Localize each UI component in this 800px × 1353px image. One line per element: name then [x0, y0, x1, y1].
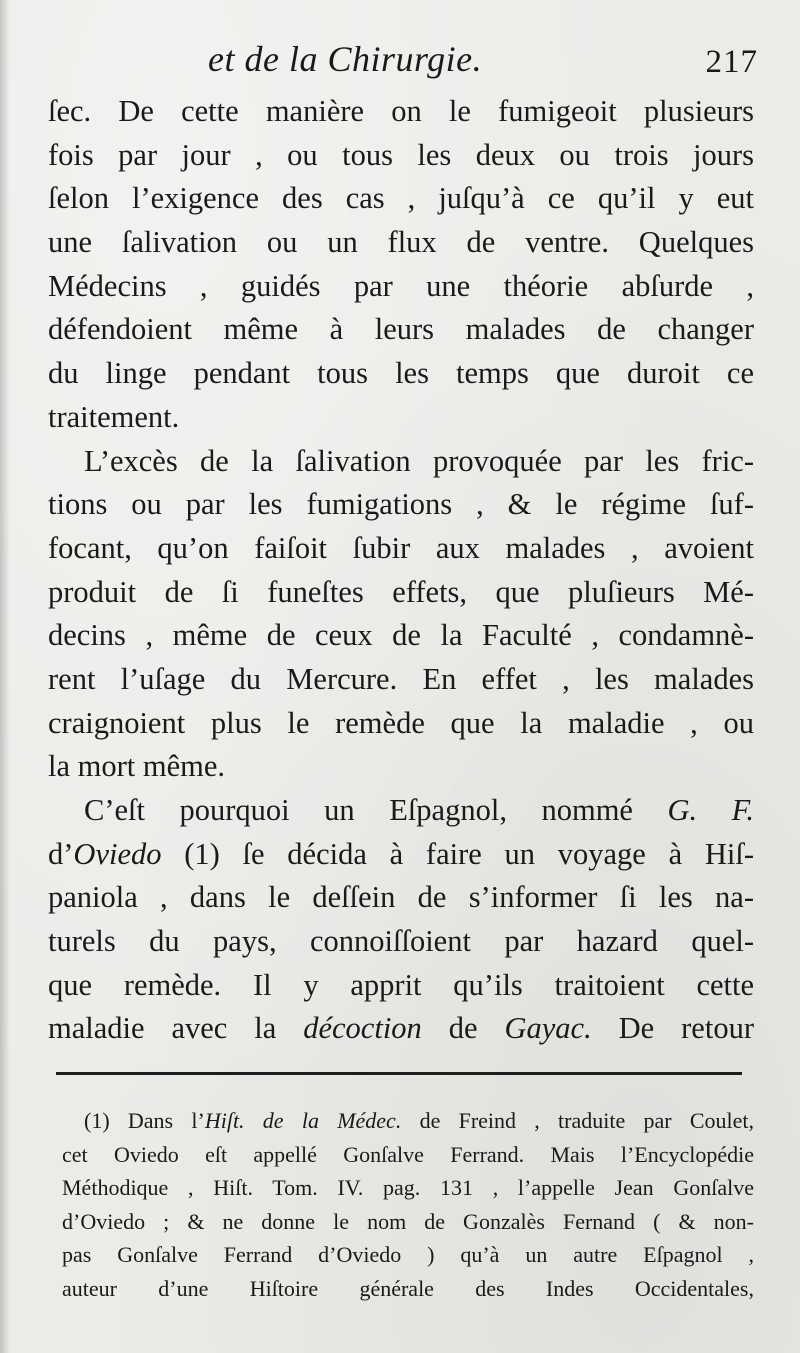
- page-number: 217: [705, 44, 758, 80]
- running-head: [48, 38, 758, 88]
- text-line: focant, qu’on faiſoit ſubir aux malades , avoient: [48, 530, 754, 565]
- page-shadow-edge: [0, 0, 10, 1353]
- text-segment: C’eſt pourquoi un Eſpagnol, nommé: [84, 793, 668, 827]
- text-segment: d’: [48, 836, 74, 871]
- paragraph-start-line: L’excès de la ſalivation provoquée par les fric-: [84, 443, 754, 478]
- text-line: fois par jour , ou tous les deux ou trois jours: [48, 137, 754, 172]
- text-line: craignoient plus le remède que la maladie , ou: [48, 705, 754, 740]
- italic-name: Oviedo: [73, 836, 162, 871]
- running-head-title: et de la Chirurgie.: [208, 39, 483, 79]
- italic-title: Hiſt. de la Médec.: [204, 1108, 402, 1133]
- footnote-line: [62, 1104, 754, 1138]
- paragraph-end-line: la mort même.: [48, 749, 226, 784]
- text-line: decins , même de ceux de la Faculté , condamnè-: [48, 618, 754, 653]
- text-segment: (1) ſe décida à faire un voyage à Hiſ-: [161, 836, 754, 871]
- italic-name: G. F.: [667, 793, 754, 827]
- text-line: [48, 1007, 754, 1051]
- text-line: ſec. De cette manière on le fumigeoit plusieurs: [48, 94, 754, 128]
- text-segment: de: [421, 1011, 505, 1046]
- text-line: paniola , dans le deſſein de s’informer ſi les na-: [48, 880, 754, 915]
- text-line: tions ou par les fumigations , & le régime ſuf-: [48, 487, 754, 522]
- footnote-line: Méthodique , Hiſt. Tom. IV. pag. 131 , l’appelle Jean Gonſalve: [62, 1175, 754, 1201]
- text-line: ſelon l’exigence des cas , juſqu’à ce qu’il y eut: [48, 181, 754, 216]
- footnotes: [62, 1104, 754, 1306]
- footnote-line: auteur d’une Hiſtoire générale des Indes Occidentales,: [62, 1275, 754, 1301]
- italic-term: Gayac.: [504, 1011, 592, 1046]
- footnote-line: cet Oviedo eſt appellé Gonſalve Ferrand. Mais l’Encyclopédie: [62, 1141, 754, 1167]
- text-line: que remède. Il y apprit qu’ils traitoient cette: [48, 967, 754, 1002]
- text-line: [48, 833, 754, 877]
- text-line: produit de ſi funeſtes effets, que pluſieurs Mé-: [48, 574, 754, 609]
- text-line: du linge pendant tous les temps que duroit ce: [48, 356, 754, 391]
- main-text: [48, 90, 754, 1051]
- paragraph-start-line: [48, 789, 754, 833]
- text-line: défendoient même à leurs malades de changer: [48, 312, 754, 347]
- text-line: rent l’uſage du Mercure. En effet , les malades: [48, 661, 754, 696]
- italic-term: décoction: [303, 1011, 422, 1046]
- text-segment: De retour: [591, 1011, 754, 1046]
- footnote-rule: [56, 1072, 742, 1075]
- footnote-line: pas Gonſalve Ferrand d’Oviedo ) qu’à un autre Eſpagnol ,: [62, 1242, 754, 1268]
- text-segment: de Freind , traduite par Coulet,: [401, 1108, 754, 1133]
- paragraph-end-line: traitement.: [48, 399, 180, 434]
- footnote-line: d’Oviedo ; & ne donne le nom de Gonzalès Fernand ( & non-: [62, 1208, 754, 1234]
- text-line: une ſalivation ou un flux de ventre. Quelques: [48, 225, 754, 260]
- text-segment: (1) Dans l’: [84, 1108, 205, 1133]
- text-line: Médecins , guidés par une théorie abſurde ,: [48, 268, 754, 303]
- text-segment: maladie avec la: [48, 1011, 304, 1046]
- text-line: turels du pays, connoiſſoient par hazard quel-: [48, 924, 754, 959]
